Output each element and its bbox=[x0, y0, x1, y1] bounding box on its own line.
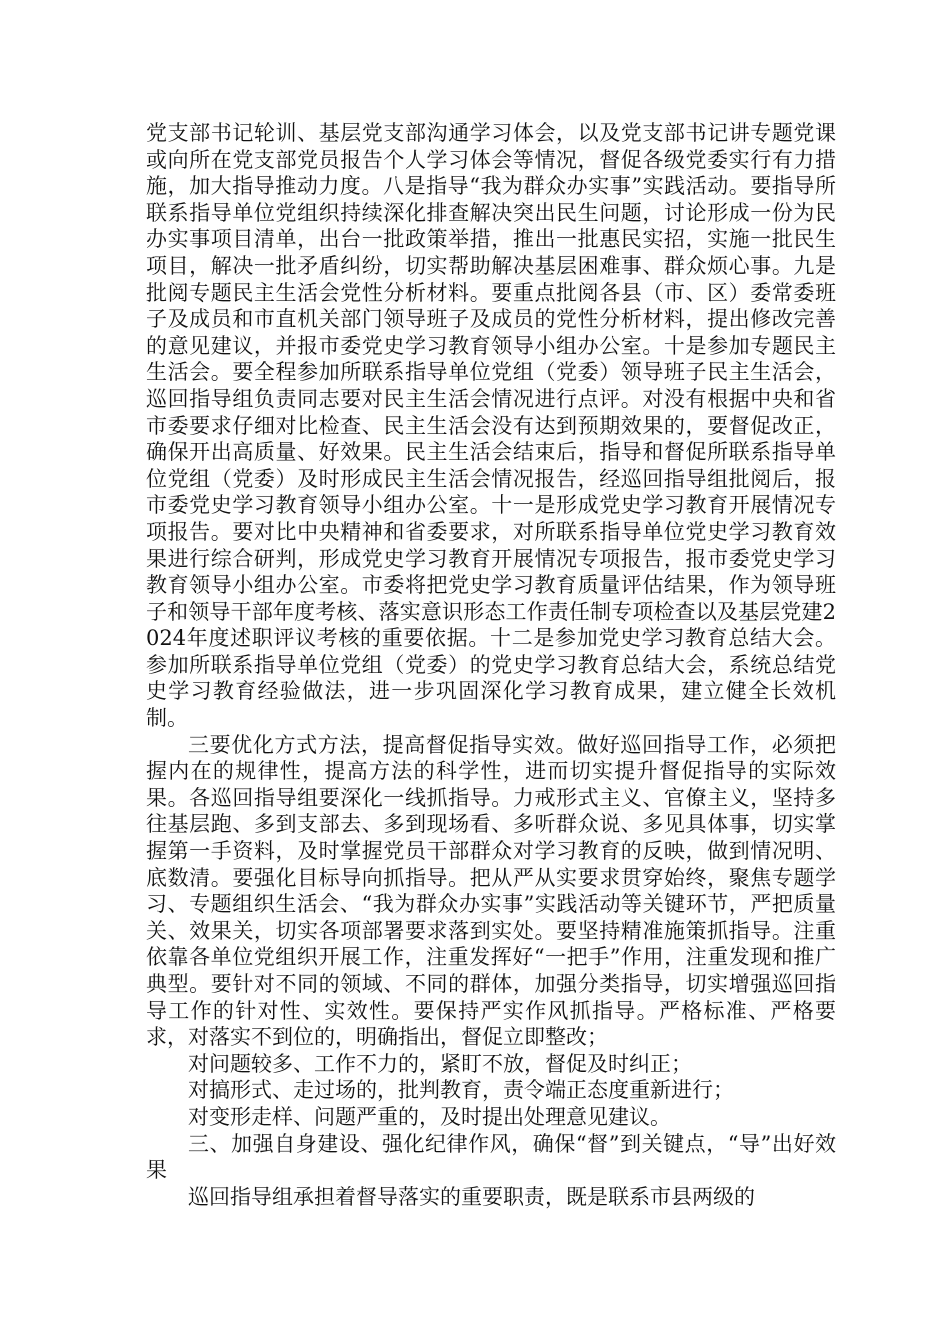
paragraph-problems: 对问题较多、工作不力的，紧盯不放，督促及时纠正； bbox=[188, 1051, 692, 1076]
paragraph-responsibility: 巡回指导组承担着督导落实的重要职责，既是联系市县两级的 bbox=[188, 1184, 755, 1209]
paragraph-methods: 三要优化方式方法，提高督促指导实效。做好巡回指导工作，必须把握内在的规律性，提高方法的科学性，进而切实提升督促指导的实际效果。各巡回指导组要深化一线抓指导。力戒形式主义、官僚主义，坚持多往基层跑、多到支部去、多到现场看、多听群众说、多见具体事，切实掌握第一手资料，及时掌握党员干部群众对学习教育的反映，做到情况明、底数清。要强化目标导向抓指导。把从严从实要求贯穿始终，聚焦专题学习、专题组织生活会、“我为群众办实事”实践活动等关键环节，严把质量关、效果关，切实各项部署要求落到实处。要坚持精准施策抓指导。注重依靠各单位党组织开展工作，注重发挥好“一把手”作用，注重发现和推广典型。要针对不同的领域、不同的群体，加强分类指导，切实增强巡回指导工作的针对性、实效性。要保持严实作风抓指导。严格标准、严格要求，对落实不到位的，明确指出，督促立即整改； bbox=[146, 732, 836, 1050]
section-heading: 三、加强自身建设、强化纪律作风，确保“督”到关键点，“导”出好效果 bbox=[146, 1131, 836, 1183]
document-body bbox=[146, 120, 836, 1210]
paragraph-distortion: 对变形走样、问题严重的，及时提出处理意见建议。 bbox=[188, 1104, 671, 1129]
paragraph-formalism: 对搞形式、走过场的，批判教育，责令端正态度重新进行； bbox=[188, 1078, 734, 1103]
paragraph-guidance-tasks: 党支部书记轮训、基层党支部沟通学习体会，以及党支部书记讲专题党课或向所在党支部党员报告个人学习体会等情况，督促各级党委实行有力措施，加大指导推动力度。八是指导“我为群众办实事”实践活动。要指导所联系指导单位党组织持续深化排查解决突出民生问题，讨论形成一份为民办实事项目清单，出台一批政策举措，推出一批惠民实招，实施一批民生项目，解决一批矛盾纠纷，切实帮助解决基层困难事、群众烦心事。九是批阅专题民主生活会党性分析材料。要重点批阅各县（市、区）委常委班子及成员和市直机关部门领导班子及成员的党性分析材料，提出修改完善的意见建议，并报市委党史学习教育领导小组办公室。十是参加专题民主生活会。要全程参加所联系指导单位党组（党委）领导班子民主生活会，巡回指导组负责同志要对民主生活会情况进行点评。对没有根据中央和省市委要求仔细对比检查、民主生活会没有达到预期效果的，要督促改正，确保开出高质量、好效果。民主生活会结束后，指导和督促所联系指导单位党组（党委）及时形成民主生活会情况报告，经巡回指导组批阅后，报市委党史学习教育领导小组办公室。十一是形成党史学习教育开展情况专项报告。要对比中央精神和省委要求，对所联系指导单位党史学习教育效果进行综合研判，形成党史学习教育开展情况专项报告，报市委党史学习教育领导小组办公室。市委将把党史学习教育质量评估结果，作为领导班子和领导干部年度考核、落实意识形态工作责任制专项检查以及基层党建2024年度述职评议考核的重要依据。十二是参加党史学习教育总结大会。参加所联系指导单位党组（党委）的党史学习教育总结大会，系统总结党史学习教育经验做法，进一步巩固深化学习教育成果，建立健全长效机制。 bbox=[146, 121, 836, 731]
